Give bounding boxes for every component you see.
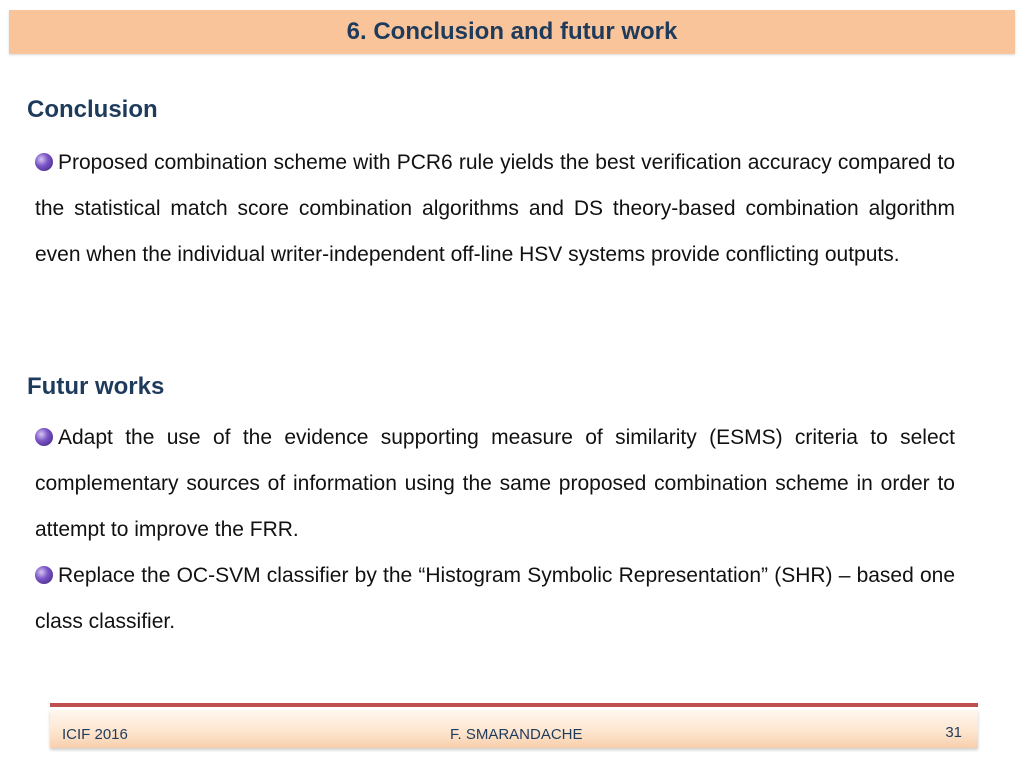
- footer-divider: [50, 703, 978, 707]
- future-works-heading: Futur works: [27, 373, 165, 400]
- page-number: 31: [945, 724, 962, 741]
- title-bar: [9, 10, 1015, 54]
- future-bullet-esms-text: Adapt the use of the evidence supporting measure of similarity (ESMS) criteria to select complementary sources of information using the same proposed combination scheme in order to attempt to improve the FRR.: [35, 426, 955, 541]
- future-bullet-shr: [35, 553, 955, 645]
- conclusion-bullet: [35, 140, 955, 278]
- purple-sphere-bullet-icon: [35, 566, 53, 584]
- conclusion-bullet-text: Proposed combination scheme with PCR6 rule yields the best verification accuracy compared to the statistical match score combination algorithms and DS theory-based combination algorithm even when the individual writer-independent off-line HSV systems provide conflicting outputs.: [35, 151, 955, 266]
- purple-sphere-bullet-icon: [35, 428, 53, 446]
- future-bullet-esms: [35, 415, 955, 553]
- footer-author: F. SMARANDACHE: [450, 726, 583, 743]
- footer-bar: [50, 710, 978, 748]
- slide-title: 6. Conclusion and futur work: [346, 18, 678, 45]
- future-bullet-shr-text: Replace the OC-SVM classifier by the “Histogram Symbolic Representation” (SHR) – based one class classifier.: [35, 564, 955, 633]
- purple-sphere-bullet-icon: [35, 153, 53, 171]
- conclusion-heading: Conclusion: [27, 96, 158, 123]
- footer-conference: ICIF 2016: [62, 726, 128, 743]
